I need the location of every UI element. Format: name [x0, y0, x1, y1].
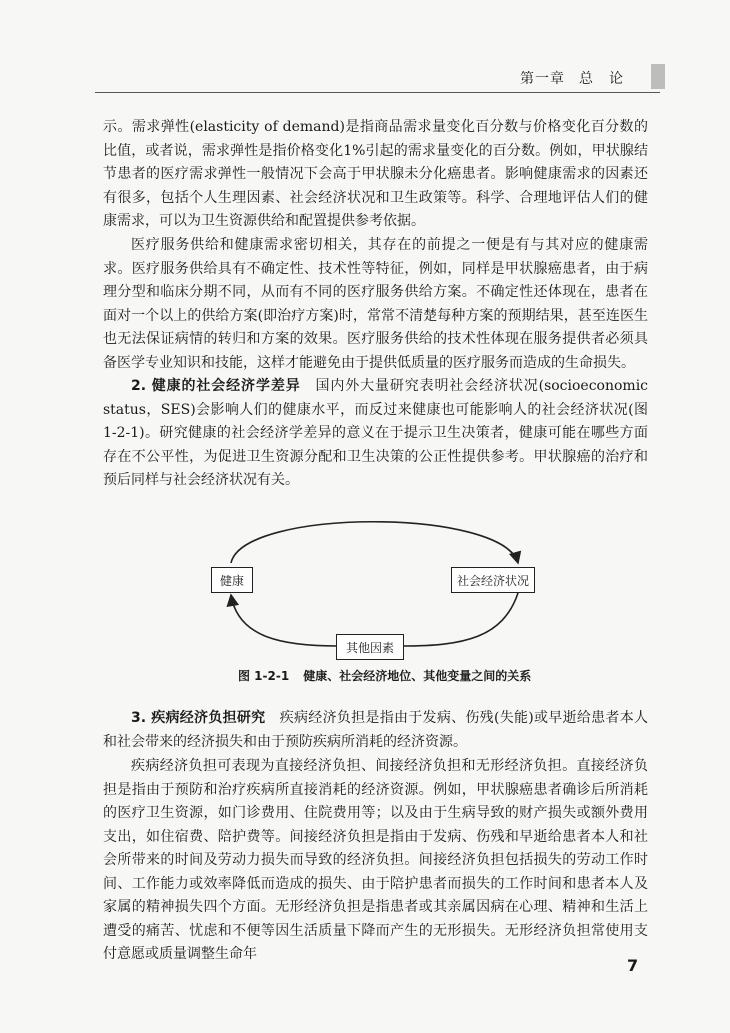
paragraph-4 [103, 707, 648, 754]
figure-caption [238, 667, 531, 684]
paragraph-2: 医疗服务供给和健康需求密切相关，其存在的前提之一便是有与其对应的健康需求。医疗服务供给具有不确定性、技术性等特征，例如，同样是甲状腺癌患者，由于病理分型和临床分期不同，从而有不同的医疗服务供给方案。不确定性还体现在，患者在面对一个以上的供给方案(即治疗方案)时，常常不清楚每种方案的预期结果，甚至连医生也无法保证病情的转归和方案的效果。医疗服务供给的技术性体现在服务提供者必须具备医学专业知识和技能，这样才能避免由于提供低质量的医疗服务而造成的生命损失。 [103, 237, 648, 371]
paragraph-5: 疾病经济负担可表现为直接经济负担、间接经济负担和无形经济负担。直接经济负担是指由于预防和治疗疾病所直接消耗的经济资源。例如，甲状腺癌患者确诊后所消耗的医疗卫生资源，如门诊费用、住院费用等；以及由于生病导致的财产损失或额外费用支出，如住宿费、陪护费等。间接经济负担是指由于发病、伤残和早逝给患者本人和社会所带来的时间及劳动力损失而导致的经济负担。间接经济负担包括损失的劳动工作时间、工作能力或效率降低而造成的损失、由于陪护患者而损失的工作时间和患者本人及家属的精神损失四个方面。无形经济负担是指患者或其亲属因病在心理、精神和生活上遭受的痛苦、忧虑和不便等因生活质量下降而产生的无形损失。无形经济负担常使用支付意愿或质量调整生命年 [103, 758, 648, 962]
chapter-label: 第一章 [520, 71, 565, 87]
figure-number: 图 1-2-1 [238, 669, 290, 683]
header-tab-marker [651, 64, 665, 89]
figure-1-2-1 [203, 508, 543, 663]
section-heading-3: 3. 疾病经济负担研究 [131, 710, 266, 726]
arrow-health-to-ses [231, 522, 518, 563]
paragraph-3 [103, 375, 648, 493]
header-rule [95, 92, 660, 93]
paragraph-1: 示。需求弹性(elasticity of demand)是指商品需求量变化百分数与价格变化百分数的比值，或者说，需求弹性是指价格变化1%引起的需求量变化的百分数。例如，甲状腺结节患者的医疗需求弹性一般情况下会高于甲状腺未分化癌患者。影响健康需求的因素还有很多，包括个人生理因素、社会经济状况和卫生政策等。科学、合理地评估人们的健康需求，可以为卫生资源供给和配置提供参考依据。 [103, 119, 648, 229]
box-health: 健康 [211, 567, 253, 593]
section-heading-2: 2. 健康的社会经济学差异 [131, 378, 301, 394]
arrow-ses-to-health [403, 593, 518, 646]
box-socioeconomic-status: 社会经济状况 [451, 567, 535, 593]
running-header [520, 68, 624, 88]
chapter-title: 总 论 [579, 71, 624, 87]
page-number: 7 [627, 956, 639, 975]
paragraph-3-body: 国内外大量研究表明社会经济状况(socioeconomic status，SES)会影响人们的健康水平，而反过来健康也可能影响人的社会经济状况(图 1-2-1)。研究健康的社会经济学差异的意义在于提示卫生决策者，健康可能在哪些方面存在不公平性，为促进卫生资源分配和卫生决策的公正性提供参考。甲状腺癌的治疗和预后同样与社会经济状况有关。 [103, 378, 649, 488]
box-other-factors: 其他因素 [336, 634, 404, 660]
arrow-other-to-health [231, 595, 338, 646]
figure-caption-text: 健康、社会经济地位、其他变量之间的关系 [303, 669, 532, 683]
paragraph-4-body: 疾病经济负担是指由于发病、伤残(失能)或早逝给患者本人和社会带来的经济损失和由于预防疾病所消耗的经济资源。 [103, 710, 648, 750]
